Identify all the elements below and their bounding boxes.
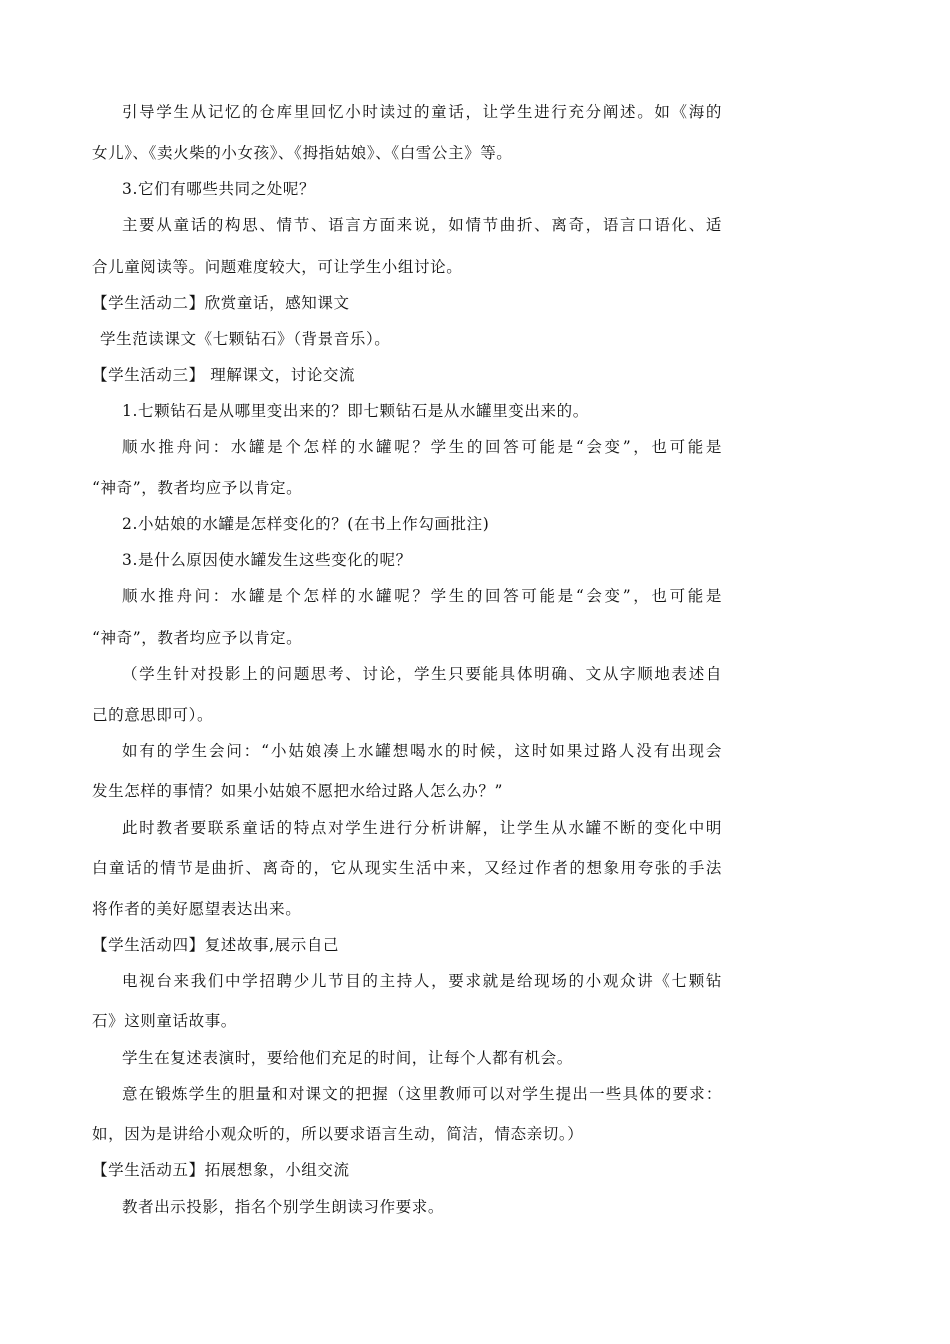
section-heading: 【学生活动二】欣赏童话，感知课文 (92, 294, 350, 312)
paragraph-line: 如有的学生会问：“小姑娘凑上水罐想喝水的时候，这时如果过路人没有出现会 (122, 742, 722, 760)
list-item: 3.是什么原因使水罐发生这些变化的呢？ (122, 551, 412, 569)
paragraph-line: 此时教者要联系童话的特点对学生进行分析讲解，让学生从水罐不断的变化中明 (122, 819, 722, 837)
paragraph-line: 教者出示投影，指名个别学生朗读习作要求。 (122, 1198, 445, 1216)
list-item: 2.小姑娘的水罐是怎样变化的？(在书上作勾画批注) (122, 515, 490, 533)
paragraph-line: 白童话的情节是曲折、离奇的，它从现实生活中来，又经过作者的想象用夸张的手法 (92, 859, 722, 877)
list-item: 3.它们有哪些共同之处呢？ (122, 180, 316, 198)
section-heading: 【学生活动五】拓展想象，小组交流 (92, 1161, 350, 1179)
paragraph-line: 发生怎样的事情？如果小姑娘不愿把水给过路人怎么办？” (92, 782, 504, 800)
paragraph-line: 顺水推舟问：水罐是个怎样的水罐呢？学生的回答可能是“会变”，也可能是 (122, 587, 722, 605)
paragraph-line: 引导学生从记忆的仓库里回忆小时读过的童话，让学生进行充分阐述。如《海的 (122, 103, 722, 121)
paragraph-line: 女儿》、《卖火柴的小女孩》、《拇指姑娘》、《白雪公主》等。 (92, 144, 513, 162)
paragraph-line: （学生针对投影上的问题思考、讨论，学生只要能具体明确、文从字顺地表述自 (122, 665, 722, 683)
paragraph-line: 电视台来我们中学招聘少儿节目的主持人，要求就是给现场的小观众讲《七颗钻 (122, 972, 722, 990)
paragraph-line: 合儿童阅读等。问题难度较大，可让学生小组讨论。 (92, 258, 463, 276)
paragraph-line: 学生范读课文《七颗钻石》（背景音乐）。 (100, 330, 391, 348)
paragraph-line: “神奇”，教者均应予以肯定。 (92, 629, 303, 647)
paragraph-line: 如，因为是讲给小观众听的，所以要求语言生动，简洁，情态亲切。） (92, 1125, 584, 1143)
paragraph-line: 学生在复述表演时，要给他们充足的时间，让每个人都有机会。 (122, 1049, 573, 1067)
section-heading: 【学生活动四】复述故事,展示自己 (92, 936, 340, 954)
section-heading: 【学生活动三】 理解课文，讨论交流 (92, 366, 356, 384)
list-item: 1.七颗钻石是从哪里变出来的？即七颗钻石是从水罐里变出来的。 (122, 402, 589, 420)
paragraph-line: 将作者的美好愿望表达出来。 (92, 900, 302, 918)
paragraph-line: “神奇”，教者均应予以肯定。 (92, 479, 303, 497)
paragraph-line: 石》这则童话故事。 (92, 1012, 237, 1030)
paragraph-line: 顺水推舟问：水罐是个怎样的水罐呢？学生的回答可能是“会变”，也可能是 (122, 438, 722, 456)
paragraph-line: 意在锻炼学生的胆量和对课文的把握（这里教师可以对学生提出一些具体的要求： (122, 1085, 722, 1103)
paragraph-line: 己的意思即可）。 (92, 706, 214, 724)
paragraph-line: 主要从童话的构思、情节、语言方面来说，如情节曲折、离奇，语言口语化、适 (122, 216, 722, 234)
